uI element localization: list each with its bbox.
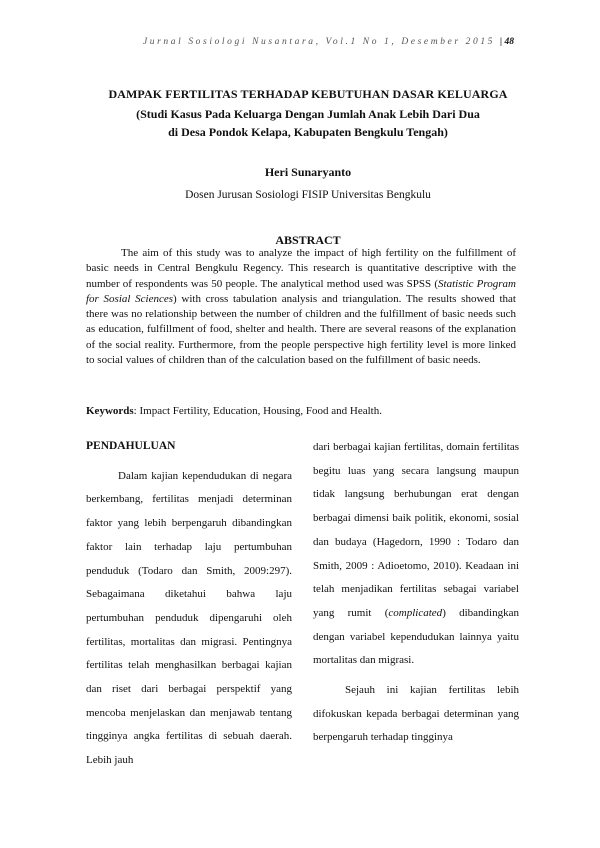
right-column	[313, 436, 519, 750]
article-subtitle	[60, 106, 556, 141]
running-head	[143, 37, 514, 47]
left-column	[86, 435, 292, 773]
author-affiliation: Dosen Jurusan Sosiologi FISIP Universitas Bengkulu	[185, 189, 431, 201]
journal-citation: Jurnal Sosiologi Nusantara, Vol.1 No 1, Desember 2015	[142, 37, 496, 47]
keywords-text: : Impact Fertility, Education, Housing, Food and Health.	[133, 405, 382, 417]
abstract-italic-term: Statistic Program for Sosial Sciences	[86, 277, 516, 305]
keywords	[86, 405, 526, 417]
subtitle-line-1: (Studi Kasus Pada Keluarga Dengan Jumlah Anak Lebih Dari Dua	[136, 107, 480, 121]
author-name: Heri Sunaryanto	[264, 165, 352, 179]
right-paragraph-2: Sejauh ini kajian fertilitas lebih difokuskan kepada berbagai determinan yang berpengaruh terhadap tingginya	[313, 684, 519, 744]
abstract-paragraph: The aim of this study was to analyze the impact of high fertility on the fulfillment of basic needs in Central Bengkulu Regency. This research is quantitative descriptive with the number of respondents was 50 people. The analytical method used was SPSS (Statistic Program for Sosial Sciences) with cross tabulation analysis and triangulation. The results showed that there was no relationship between the number of children and the fulfillment of basic needs such as education, fulfillment of food, shelter and health. There are several reasons of the explanation of the social reality. Furthermore, from the people perspective high fertility level is more linked to social values of children than of the calculation based on the fulfillment of basic needs.	[86, 247, 516, 367]
article-title: DAMPAK FERTILITAS TERHADAP KEBUTUHAN DASAR KELUARGA	[108, 87, 508, 101]
keywords-label: Keywords	[86, 405, 134, 417]
section-heading: PENDAHULUAN	[86, 440, 176, 452]
title-block	[60, 86, 556, 141]
abstract-body	[86, 246, 516, 368]
abstract-heading: ABSTRACT	[275, 233, 341, 247]
right-italic-term: complicated	[388, 606, 443, 619]
right-paragraph-1: dari berbagai kajian fertilitas, domain fertilitas begitu luas yang secara langsung maupun tidak langsung berhubungan erat dengan berbagai dimensi baik politik, ekonomi, sosial dan budaya (Hagedorn, 1990 : Todaro dan Smith, 2009 : Adioetomo, 2010). Keadaan ini telah menjadikan fertilitas sebagai variabel yang rumit (complicated) dibandingkan dengan variabel kependudukan lainnya yaitu mortalitas dan migrasi.	[313, 441, 519, 667]
subtitle-line-2: di Desa Pondok Kelapa, Kabupaten Bengkulu Tengah)	[168, 124, 448, 139]
left-paragraph: Dalam kajian kependudukan di negara berkembang, fertilitas menjadi determinan faktor yang lebih berpengaruh dibandingkan faktor lain terhadap laju pertumbuhan penduduk (Todaro dan Smith, 2009:297). Sebagaimana diketahui bahwa laju pertumbuhan penduduk dipengaruhi oleh fertilitas, mortalitas dan migrasi. Pentingnya fertilitas telah menghasilkan berbagai kajian dan riset dari berbagai perspektif yang mencoba menjelaskan dan menjawab tentang tingginya angka fertilitas di sebuah daerah. Lebih jauh	[86, 469, 292, 767]
page-number: | 48	[500, 37, 514, 47]
